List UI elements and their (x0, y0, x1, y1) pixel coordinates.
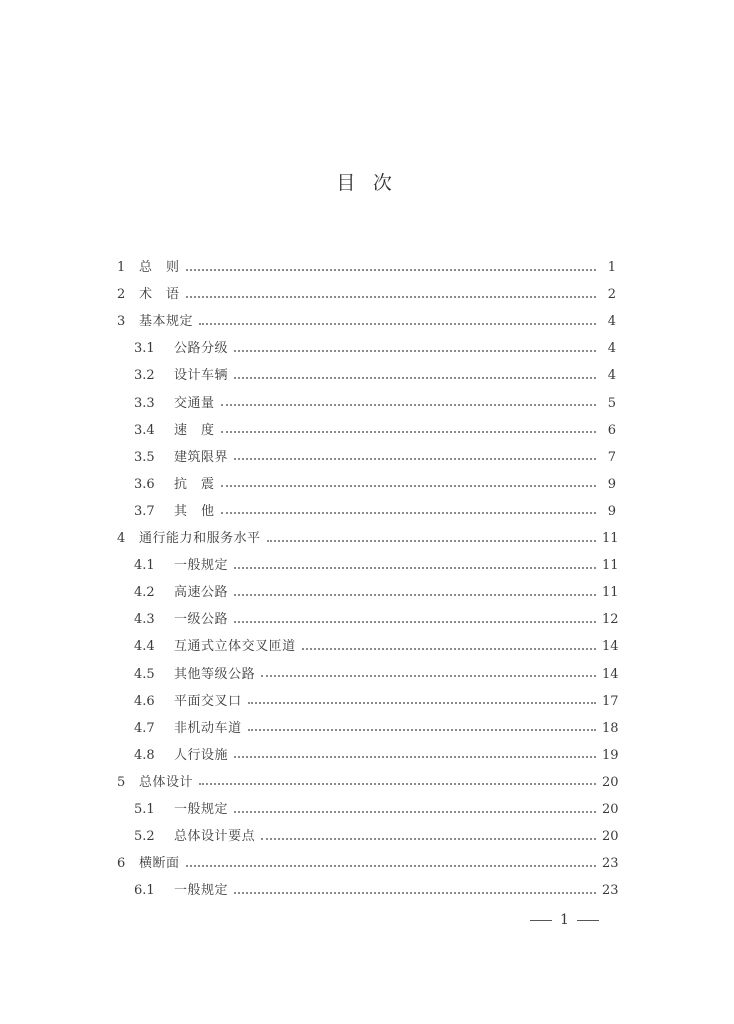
toc-entry[interactable] (134, 390, 616, 417)
toc-title: 目 次 (336, 172, 398, 194)
toc-entry-number: 5 (117, 774, 126, 790)
toc-entry-label: 一级公路 (174, 612, 229, 628)
toc-entry-number: 4.7 (134, 720, 155, 736)
toc-entry[interactable] (117, 850, 619, 877)
toc-entry-label: 抗 震 (174, 476, 215, 492)
toc-entry-leader (267, 538, 596, 542)
footer-dash-left (530, 920, 552, 921)
toc-entry[interactable] (134, 417, 616, 444)
toc-entry-number: 4.5 (134, 666, 155, 682)
toc-entry-label: 交通量 (174, 395, 215, 411)
toc-entry[interactable] (117, 769, 619, 796)
toc-entry-leader (234, 565, 596, 569)
toc-entry-page: 4 (607, 368, 616, 384)
toc-entry-label: 其他等级公路 (174, 666, 256, 682)
toc-entry-label: 设计车辆 (174, 368, 229, 384)
toc-entry[interactable] (134, 471, 616, 498)
toc-entry[interactable] (134, 715, 619, 742)
toc-entry-page: 18 (602, 720, 619, 736)
toc-entry-leader (234, 619, 596, 623)
toc-entry-label: 基本规定 (139, 314, 194, 330)
toc-entry[interactable] (117, 525, 619, 552)
toc-entry-leader (234, 375, 596, 379)
toc-entry-leader (186, 267, 596, 271)
toc-entry-number: 4.3 (134, 612, 155, 628)
toc-entry-label: 术 语 (139, 287, 180, 303)
page-footer (530, 912, 610, 928)
toc-entry-leader (199, 321, 596, 325)
toc-entry-label: 一般规定 (174, 802, 229, 817)
toc-entry-leader (234, 890, 596, 894)
toc-entry-page: 20 (602, 829, 619, 845)
toc-entry-page: 23 (602, 883, 619, 899)
toc-entry-number: 6 (117, 856, 126, 872)
toc-entry-label: 速 度 (174, 422, 215, 438)
toc-entry-page: 23 (602, 856, 619, 872)
toc-entry-page: 1 (607, 260, 616, 275)
toc-entry-leader (234, 456, 596, 460)
toc-entry[interactable] (117, 254, 616, 281)
toc-entry-leader (199, 781, 596, 785)
toc-entry-label: 非机动车道 (174, 720, 242, 736)
toc-entry-label: 总体设计要点 (174, 829, 256, 845)
toc-entry-number: 3.5 (134, 449, 155, 465)
toc-entry[interactable] (134, 335, 616, 362)
toc-entry-leader (221, 483, 596, 487)
toc-entry-leader (234, 592, 596, 596)
toc-entry[interactable] (117, 281, 616, 308)
toc-entry-page: 9 (607, 503, 616, 519)
toc-entry-leader (186, 294, 596, 298)
toc-entry-number: 3.4 (134, 422, 155, 438)
toc-entry-number: 1 (117, 260, 126, 275)
toc-entry-page: 11 (602, 531, 619, 546)
toc-entry-page: 19 (602, 747, 619, 763)
toc-entry-leader (221, 510, 596, 514)
toc-entry-page: 17 (602, 693, 619, 709)
toc-entry-leader (261, 673, 596, 677)
toc-entry-leader (221, 402, 596, 406)
toc-entry-leader (261, 836, 596, 840)
toc-entry[interactable] (134, 606, 619, 633)
toc-entry-label: 一般规定 (174, 883, 229, 899)
toc-entry-page: 20 (602, 802, 619, 817)
toc-entry-leader (234, 809, 596, 813)
toc-entry-label: 总 则 (139, 260, 180, 275)
toc-entry-page: 9 (607, 476, 616, 492)
toc-entry[interactable] (134, 877, 619, 904)
toc-entry-page: 20 (602, 774, 619, 790)
toc-entry-page: 4 (607, 314, 616, 330)
toc-entry[interactable] (134, 498, 616, 525)
toc-entry-leader (186, 863, 596, 867)
toc-entry[interactable] (134, 362, 616, 389)
toc-entry-number: 4.1 (134, 558, 155, 574)
toc-entry-number: 3.3 (134, 395, 155, 411)
toc-entry-page: 6 (607, 422, 616, 438)
toc-entry-number: 3.1 (134, 341, 155, 357)
toc-entry[interactable] (134, 633, 619, 660)
toc-entry-leader (221, 429, 596, 433)
toc-entry-number: 4 (117, 531, 126, 546)
toc-entry-number: 5.2 (134, 829, 155, 845)
toc-entry-number: 3.7 (134, 503, 155, 519)
toc-entry-leader (302, 646, 596, 650)
toc-entry[interactable] (134, 552, 619, 579)
toc-entry[interactable] (134, 796, 619, 823)
toc-entry-label: 建筑限界 (174, 449, 229, 465)
footer-page-number: 1 (560, 912, 569, 928)
toc-entry-page: 11 (602, 558, 619, 574)
toc-entry-label: 总体设计 (139, 774, 194, 790)
toc-entry-number: 4.6 (134, 693, 155, 709)
toc-entry-page: 5 (607, 395, 616, 411)
toc-entry[interactable] (134, 742, 619, 769)
toc-entry[interactable] (117, 308, 616, 335)
toc-entry-leader (234, 754, 596, 758)
toc-entry-leader (234, 348, 596, 352)
toc-entry-label: 通行能力和服务水平 (139, 531, 261, 546)
toc-entry-page: 7 (607, 449, 616, 465)
toc-entry-number: 3.6 (134, 476, 155, 492)
toc-entry-label: 其 他 (174, 503, 215, 519)
toc-entry-number: 4.4 (134, 639, 155, 655)
toc-entry-label: 一般规定 (174, 558, 229, 574)
toc-entry-label: 横断面 (139, 856, 180, 872)
toc-entry-number: 5.1 (134, 802, 155, 817)
footer-dash-right (577, 920, 599, 921)
toc-entry-number: 6.1 (134, 883, 155, 899)
toc-entry-page: 2 (607, 287, 616, 303)
toc-entry-number: 2 (117, 287, 126, 303)
toc-entry-label: 互通式立体交叉匝道 (174, 639, 296, 655)
toc-entry-page: 14 (602, 639, 619, 655)
toc-entry[interactable] (134, 823, 619, 850)
toc-entry-label: 平面交叉口 (174, 693, 242, 709)
toc-entry-number: 4.2 (134, 585, 155, 601)
toc-entry[interactable] (134, 579, 619, 606)
toc-entry-page: 14 (602, 666, 619, 682)
toc-entry-leader (248, 727, 596, 731)
toc-entry-number: 3 (117, 314, 126, 330)
toc-entry-label: 高速公路 (174, 585, 229, 601)
toc-entry-page: 12 (602, 612, 619, 628)
toc-entry[interactable] (134, 688, 619, 715)
toc-entry[interactable] (134, 444, 616, 471)
toc-entry-label: 公路分级 (174, 341, 229, 357)
toc-entry-leader (248, 700, 596, 704)
toc-entry-page: 11 (602, 585, 619, 601)
toc-entry-number: 3.2 (134, 368, 155, 384)
toc-entry-page: 4 (607, 341, 616, 357)
toc-entry[interactable] (134, 661, 619, 688)
toc-entry-label: 人行设施 (174, 747, 229, 763)
toc-entry-number: 4.8 (134, 747, 155, 763)
